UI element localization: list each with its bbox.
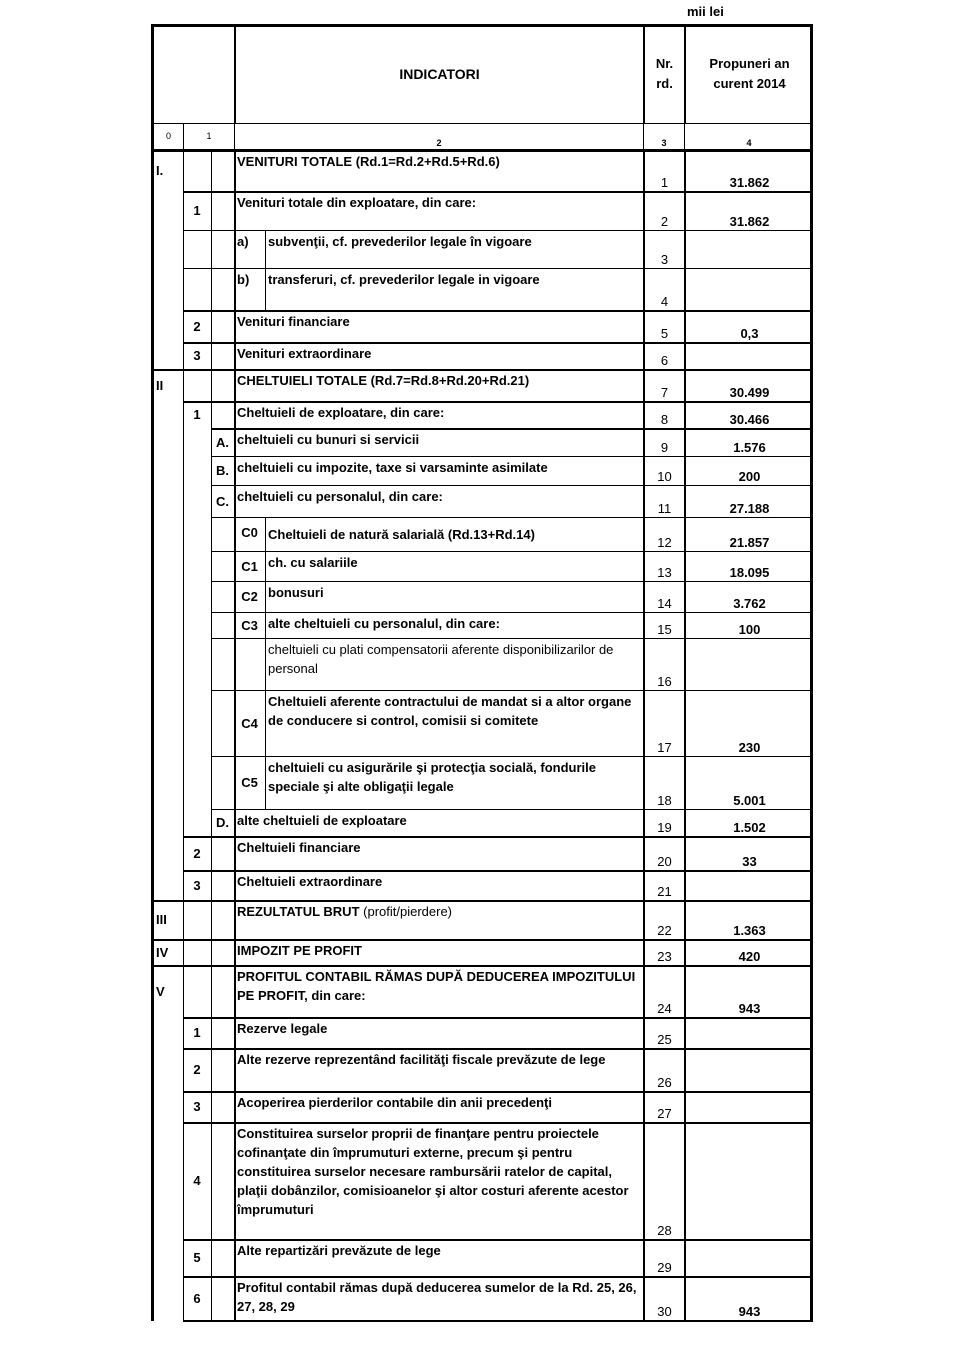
table-row [151, 809, 813, 836]
col-divider [183, 456, 184, 485]
indicator-label: subvenţii, cf. prevederilor legale în vigoare [268, 234, 532, 249]
indicator-label: Alte repartizări prevăzute de lege [237, 1243, 441, 1258]
value-cell: 943 [684, 1276, 813, 1320]
item-subcode: C2 [241, 589, 258, 604]
indicator-label: CHELTUIELI TOTALE (Rd.7=Rd.8+Rd.20+Rd.21) [237, 373, 530, 388]
col-divider [211, 191, 212, 230]
divider [151, 123, 813, 124]
divider [183, 1320, 813, 1322]
col-divider [211, 836, 212, 870]
item-letter: B. [216, 463, 229, 478]
value-cell [684, 1048, 813, 1091]
value-cell [684, 1091, 813, 1122]
value-cell: 0,3 [684, 310, 813, 342]
indicator-label: Cheltuieli aferente contractului de mandat si a altor organe de conducere si control, comisii si comitete [268, 694, 632, 728]
row-number: 26 [643, 1048, 684, 1091]
item-number [183, 150, 211, 191]
col-divider [183, 428, 184, 456]
col-divider [234, 612, 236, 638]
col-divider [234, 638, 236, 690]
table-row [151, 638, 813, 690]
item-number [183, 900, 211, 939]
value-cell: 27.188 [684, 485, 813, 517]
header-indicatori: INDICATORI [234, 24, 643, 123]
value-cell [684, 1239, 813, 1276]
col-divider [183, 756, 184, 809]
item-number [183, 965, 211, 1017]
col-divider [211, 690, 212, 756]
column-numbers-row [151, 123, 813, 150]
value-cell [684, 1017, 813, 1048]
value-cell: 21.857 [684, 517, 813, 551]
row-number: 7 [643, 369, 684, 401]
value-cell: 31.862 [684, 191, 813, 230]
col-divider [183, 809, 184, 836]
col-divider [211, 1048, 212, 1091]
col-divider [211, 150, 212, 191]
row-number: 6 [643, 342, 684, 369]
section-numeral: II [156, 377, 164, 393]
indicator-label: Venituri financiare [237, 314, 350, 329]
col-divider [211, 965, 212, 1017]
value-cell [684, 342, 813, 369]
col-divider [183, 485, 184, 517]
indicator-label: cheltuieli cu impozite, taxe si varsaminte asimilate [237, 460, 548, 475]
item-number [183, 230, 211, 268]
row-number: 27 [643, 1091, 684, 1122]
value-cell [684, 1122, 813, 1239]
value-cell: 3.762 [684, 581, 813, 612]
item-subcode: C0 [241, 525, 258, 540]
col-divider [183, 551, 184, 581]
row-number: 2 [643, 191, 684, 230]
item-number: 2 [193, 845, 201, 861]
item-number: 5 [193, 1250, 201, 1265]
table-row [151, 1017, 813, 1048]
indicator-label: Venituri extraordinare [237, 346, 372, 361]
table-row [151, 612, 813, 638]
header-nr-rd: Nr. rd. [643, 24, 684, 123]
row-number: 3 [643, 230, 684, 268]
table-row [151, 1091, 813, 1122]
table-row [151, 230, 813, 268]
value-cell [684, 230, 813, 268]
col-divider [211, 1276, 212, 1320]
item-number: 1 [193, 1025, 201, 1040]
value-cell: 33 [684, 836, 813, 870]
table-row [151, 456, 813, 485]
item-subcode: C1 [241, 558, 258, 574]
col-divider [234, 551, 236, 581]
indicator-label: IMPOZIT PE PROFIT [237, 943, 362, 958]
indicator-label: alte cheltuieli de exploatare [237, 813, 407, 828]
indicator-label [234, 900, 643, 939]
row-number: 4 [643, 268, 684, 310]
table-row [151, 581, 813, 612]
value-cell: 31.862 [684, 150, 813, 191]
table-row [151, 900, 813, 939]
table-row [151, 939, 813, 965]
item-number: 2 [193, 318, 201, 334]
table-row [151, 1048, 813, 1091]
row-number: 30 [643, 1276, 684, 1320]
value-cell: 100 [684, 612, 813, 638]
row-number: 10 [643, 456, 684, 485]
section-numeral: I. [156, 163, 164, 178]
row-number: 22 [643, 900, 684, 939]
col-divider [211, 1122, 212, 1239]
value-cell: 5.001 [684, 756, 813, 809]
row-number: 9 [643, 428, 684, 456]
section-numeral: III [156, 912, 167, 927]
indicator-label: Cheltuieli de natură salarială (Rd.13+Rd.14) [268, 527, 535, 542]
indicator-label: VENITURI TOTALE (Rd.1=Rd.2+Rd.5+Rd.6) [237, 154, 500, 169]
col-divider [211, 581, 212, 612]
col-divider [183, 517, 184, 551]
indicator-label: Venituri totale din exploatare, din care: [237, 195, 477, 210]
col-divider [234, 268, 236, 310]
col-divider [211, 1239, 212, 1276]
row-number: 28 [643, 1122, 684, 1239]
row-number: 8 [643, 401, 684, 428]
indicator-label: Cheltuieli financiare [237, 840, 361, 855]
column-number: 2 [234, 123, 643, 150]
section-numeral: IV [156, 944, 169, 960]
item-number [183, 268, 211, 310]
indicator-label: transferuri, cf. prevederilor legale in vigoare [268, 272, 540, 287]
row-number: 17 [643, 690, 684, 756]
value-cell [684, 870, 813, 900]
col-divider [211, 638, 212, 690]
value-cell [684, 268, 813, 310]
indicator-label-bold: REZULTATUL BRUT [237, 904, 360, 919]
row-number: 23 [643, 939, 684, 965]
col-divider [234, 517, 236, 551]
col-divider [234, 230, 236, 268]
row-number: 18 [643, 756, 684, 809]
indicator-label: Cheltuieli de exploatare, din care: [237, 405, 445, 420]
col-divider [211, 870, 212, 900]
row-number: 19 [643, 809, 684, 836]
indicator-label: Constituirea surselor proprii de finanţare pentru proiectele cofinanţate din împrumuturi externe, precum şi pentru constituirea surselor necesare rambursării ratelor de capital, plaţii dobânzilor, comisioanelor şi altor costuri aferente acestor împrumuturi [237, 1126, 629, 1217]
table-row [151, 369, 813, 401]
table-row [151, 150, 813, 191]
indicator-label: Rezerve legale [237, 1021, 328, 1036]
item-letter: D. [216, 815, 229, 830]
column-number: 0 [165, 130, 171, 141]
table-row [151, 517, 813, 551]
indicator-label: alte cheltuieli cu personalul, din care: [268, 616, 500, 631]
row-number: 21 [643, 870, 684, 900]
column-number: 1 [183, 123, 234, 150]
column-number: 4 [684, 123, 813, 150]
item-subcode: C3 [241, 617, 258, 633]
col-divider [211, 612, 212, 638]
value-cell: 230 [684, 690, 813, 756]
value-cell: 420 [684, 939, 813, 965]
col-divider [183, 638, 184, 690]
item-number: 3 [193, 877, 201, 893]
table-row [151, 965, 813, 1017]
indicator-label: cheltuieli cu asigurările şi protecţia socială, fondurile speciale şi alte obligaţii legale [268, 760, 596, 794]
unit-label: mii lei [687, 4, 724, 19]
row-number: 25 [643, 1017, 684, 1048]
table-row [151, 485, 813, 517]
row-number: 24 [643, 965, 684, 1017]
indicator-label: bonusuri [268, 585, 324, 600]
header-row [151, 24, 813, 123]
item-number: 1 [193, 407, 201, 422]
item-subcode: C4 [241, 715, 258, 731]
value-cell: 1.502 [684, 809, 813, 836]
row-number: 12 [643, 517, 684, 551]
row-number: 16 [643, 638, 684, 690]
col-divider [211, 230, 212, 268]
item-number: 3 [193, 348, 201, 363]
col-divider [234, 581, 236, 612]
indicator-label-rest: (profit/pierdere) [359, 904, 453, 919]
row-number: 13 [643, 551, 684, 581]
item-letter: b) [237, 272, 250, 287]
col-divider [211, 369, 212, 401]
col-divider [211, 517, 212, 551]
table-row [151, 690, 813, 756]
table-row [151, 870, 813, 900]
col-divider [211, 939, 212, 965]
table-row [151, 756, 813, 809]
indicator-label: Acoperirea pierderilor contabile din anii precedenţi [237, 1095, 552, 1110]
row-number: 29 [643, 1239, 684, 1276]
value-cell: 1.363 [684, 900, 813, 939]
item-subcode: C5 [241, 775, 258, 790]
value-cell: 30.499 [684, 369, 813, 401]
row-number: 1 [643, 150, 684, 191]
indicator-label: cheltuieli cu personalul, din care: [237, 489, 443, 504]
col-divider [211, 310, 212, 342]
table-row [151, 428, 813, 456]
indicator-label: ch. cu salariile [268, 555, 358, 570]
table-row [151, 342, 813, 369]
item-number: 6 [193, 1290, 201, 1306]
value-cell: 18.095 [684, 551, 813, 581]
table-row [151, 836, 813, 870]
col-divider [183, 612, 184, 638]
table-row [151, 1122, 813, 1239]
indicator-label: cheltuieli cu plati compensatorii aferente disponibilizarilor de personal [268, 642, 614, 676]
item-letter: C. [216, 493, 229, 509]
col-divider [211, 551, 212, 581]
item-number: 2 [193, 1062, 201, 1077]
indicator-label: cheltuieli cu bunuri si servicii [237, 432, 420, 447]
row-number: 20 [643, 836, 684, 870]
col-divider [234, 756, 236, 809]
item-subcode [234, 638, 265, 690]
indicator-label: Alte rezerve reprezentând facilităţi fiscale prevăzute de lege [237, 1052, 606, 1067]
indicator-label: PROFITUL CONTABIL RĂMAS DUPĂ DEDUCEREA IMPOZITULUI PE PROFIT, din care: [237, 969, 636, 1003]
col-divider [234, 690, 236, 756]
item-letter: a) [237, 234, 249, 249]
col-divider [211, 900, 212, 939]
table-row [151, 551, 813, 581]
value-cell: 1.576 [684, 428, 813, 456]
value-cell: 943 [684, 965, 813, 1017]
table-row [151, 1239, 813, 1276]
table-row [151, 191, 813, 230]
value-cell: 30.466 [684, 401, 813, 428]
item-number [183, 369, 211, 401]
value-cell [684, 638, 813, 690]
col-divider [211, 1017, 212, 1048]
item-number: 4 [193, 1173, 201, 1188]
table-row [151, 268, 813, 310]
section-numeral: V [156, 983, 165, 999]
row-number: 15 [643, 612, 684, 638]
col-divider [183, 581, 184, 612]
col-divider [211, 756, 212, 809]
row-number: 14 [643, 581, 684, 612]
row-number: 5 [643, 310, 684, 342]
table-row [151, 310, 813, 342]
row-number: 11 [643, 485, 684, 517]
col-divider [211, 342, 212, 369]
value-cell: 200 [684, 456, 813, 485]
indicator-label: Cheltuieli extraordinare [237, 874, 383, 889]
item-number: 3 [193, 1099, 201, 1114]
table-row [151, 401, 813, 428]
header-propuneri: Propuneri an curent 2014 [684, 24, 813, 123]
indicator-label: Profitul contabil rămas după deducerea sumelor de la Rd. 25, 26, 27, 28, 29 [237, 1280, 637, 1314]
item-letter: A. [216, 434, 229, 450]
col-divider [211, 401, 212, 428]
column-number: 3 [643, 123, 684, 150]
col-divider [183, 690, 184, 756]
item-number [183, 939, 211, 965]
item-number: 1 [193, 203, 201, 218]
col-divider [211, 268, 212, 310]
table-row [151, 1276, 813, 1320]
col-divider [211, 1091, 212, 1122]
